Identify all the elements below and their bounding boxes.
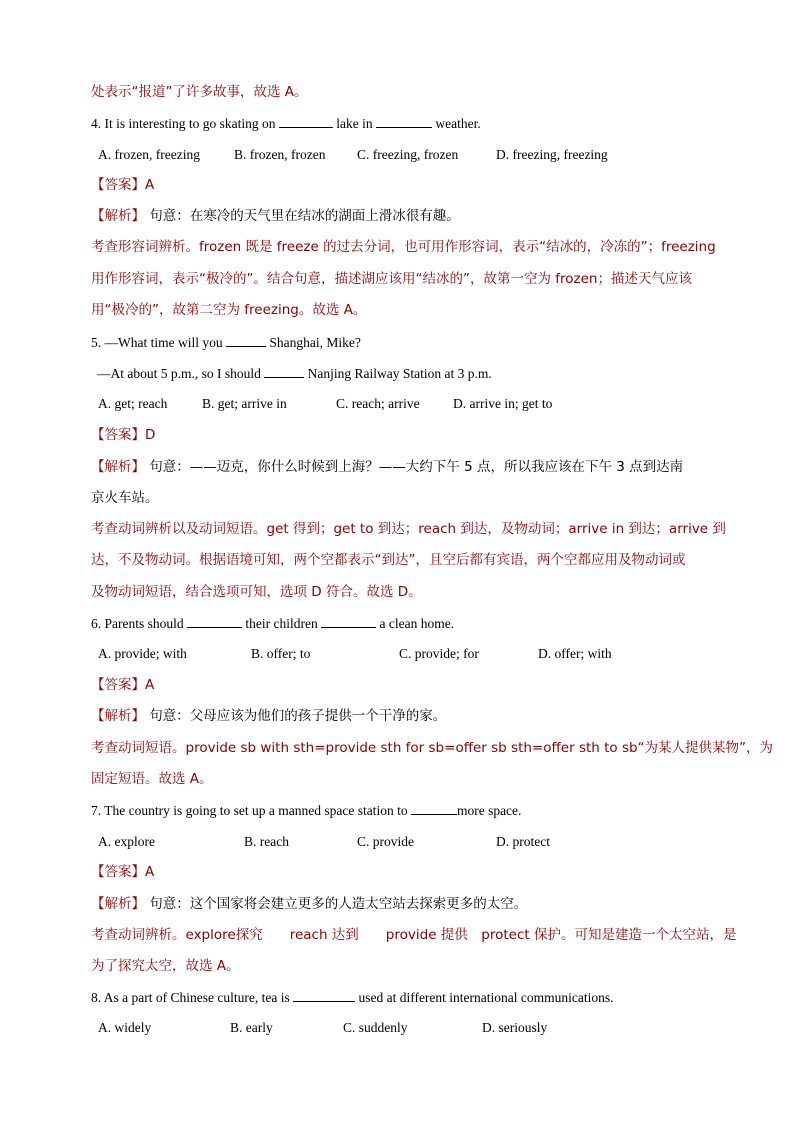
q7-explain-line: 考查动词辨析。explore探究 reach 达到 provide 提供 protect 保护。可知是建造一个太空站，是 [91, 927, 737, 943]
q4-explain-line: 考查形容词辨析。frozen 既是 freeze 的过去分词，也可用作形容词，表示“结冰的，冷冻的”；freezing [91, 239, 716, 255]
q5-analysis [91, 458, 683, 476]
analysis-text: 句意：在寒冷的天气里在结冰的湖面上滑冰很有趣。 [145, 208, 460, 224]
q5-option-d: D. arrive in; get to [453, 396, 553, 411]
analysis-label: 【解析】 [91, 208, 145, 224]
q4-answer: 【答案】A [91, 177, 155, 193]
q5-stem-part: —At about 5 p.m., so I should [97, 366, 261, 381]
q8-stem-part: used at different international communications. [358, 990, 614, 1005]
q6-stem-part: 6. Parents should [91, 616, 184, 631]
analysis-text: 句意：——迈克，你什么时候到上海？——大约下午 5 点，所以我应该在下午 3 点到达南 [145, 459, 684, 475]
q5-stem-part: Nanjing Railway Station at 3 p.m. [307, 366, 492, 381]
q6-option-b: B. offer; to [251, 646, 311, 661]
q5-explain-line: 及物动词短语，结合选项可知，选项 D 符合。故选 D。 [91, 584, 422, 600]
q7-stem-part: 7. The country is going to set up a manned space station to [91, 803, 408, 818]
q4-stem-part: 4. It is interesting to go skating on [91, 116, 276, 131]
q7-option-d: D. protect [496, 834, 550, 849]
q4-option-d: D. freezing, freezing [496, 147, 608, 162]
analysis-label: 【解析】 [91, 459, 145, 475]
q5-answer: 【答案】D [91, 427, 156, 443]
analysis-label: 【解析】 [91, 708, 145, 724]
q4-option-b: B. frozen, frozen [234, 147, 326, 162]
q4-analysis [91, 207, 460, 225]
q8-option-c: C. suddenly [343, 1020, 408, 1035]
q7-stem-part: more space. [456, 803, 522, 818]
q8-option-d: D. seriously [482, 1020, 548, 1035]
q6-stem-part: a clean home. [379, 616, 455, 631]
answer-blank [264, 364, 304, 378]
analysis-text: 句意：父母应该为他们的孩子提供一个干净的家。 [145, 708, 447, 724]
q6-explain-line: 考查动词短语。provide sb with sth=provide sth for sb=offer sb sth=offer sth to sb“为某人提供某物”，为 [91, 740, 774, 756]
q6-option-d: D. offer; with [538, 646, 612, 661]
q4-stem-part: lake in [336, 116, 373, 131]
q4-explain-line: 用“极冷的”，故第二空为 freezing。故选 A。 [91, 302, 367, 318]
q6-option-c: C. provide; for [399, 646, 479, 661]
q7-explain-line: 为了探究太空，故选 A。 [91, 958, 240, 974]
question-4-stem [91, 114, 481, 133]
answer-blank [279, 114, 333, 128]
question-8-stem [91, 988, 614, 1007]
answer-blank [293, 988, 355, 1002]
answer-blank [411, 801, 457, 815]
q6-option-a: A. provide; with [98, 646, 187, 661]
answer-blank [321, 614, 376, 628]
q8-option-a: A. widely [98, 1020, 152, 1035]
q4-explain-line: 用作形容词，表示“极冷的”。结合句意，描述湖应该用“结冰的”，故第一空为 frozen；描述天气应该 [91, 271, 692, 287]
q5-analysis-cont: 京火车站。 [91, 490, 159, 506]
q5-stem-part: Shanghai, Mike? [269, 335, 361, 350]
analysis-text: 句意：这个国家将会建立更多的人造太空站去探索更多的太空。 [145, 896, 528, 912]
q5-option-c: C. reach; arrive [336, 396, 420, 411]
q3-explanation-tail: 处表示“报道”了许多故事，故选 A。 [91, 84, 308, 100]
q5-explain-line: 达，不及物动词。根据语境可知，两个空都表示“到达”，且空后都有宾语，两个空都应用及物动词或 [91, 552, 686, 568]
analysis-label: 【解析】 [91, 896, 145, 912]
q4-option-c: C. freezing, frozen [357, 147, 459, 162]
q6-explain-line: 固定短语。故选 A。 [91, 771, 213, 787]
q6-stem-part: their children [245, 616, 318, 631]
q5-stem-part: 5. —What time will you [91, 335, 223, 350]
q7-option-c: C. provide [357, 834, 414, 849]
answer-blank [226, 333, 266, 347]
q7-analysis [91, 895, 527, 913]
q4-stem-part: weather. [435, 116, 481, 131]
question-7-stem [91, 801, 521, 820]
question-6-stem [91, 614, 454, 633]
q8-option-b: B. early [230, 1020, 273, 1035]
answer-blank [376, 114, 432, 128]
q7-option-a: A. explore [98, 834, 155, 849]
q6-analysis [91, 707, 446, 725]
q5-option-a: A. get; reach [98, 396, 168, 411]
q8-stem-part: 8. As a part of Chinese culture, tea is [91, 990, 290, 1005]
q5-explain-line: 考查动词辨析以及动词短语。get 得到；get to 到达；reach 到达，及物动词；arrive in 到达；arrive 到 [91, 521, 726, 537]
question-5-stem2 [97, 364, 492, 383]
question-5-stem [91, 333, 361, 352]
q5-option-b: B. get; arrive in [202, 396, 287, 411]
q7-answer: 【答案】A [91, 864, 155, 880]
q6-answer: 【答案】A [91, 677, 155, 693]
q4-option-a: A. frozen, freezing [98, 147, 200, 162]
q7-option-b: B. reach [244, 834, 289, 849]
answer-blank [187, 614, 242, 628]
